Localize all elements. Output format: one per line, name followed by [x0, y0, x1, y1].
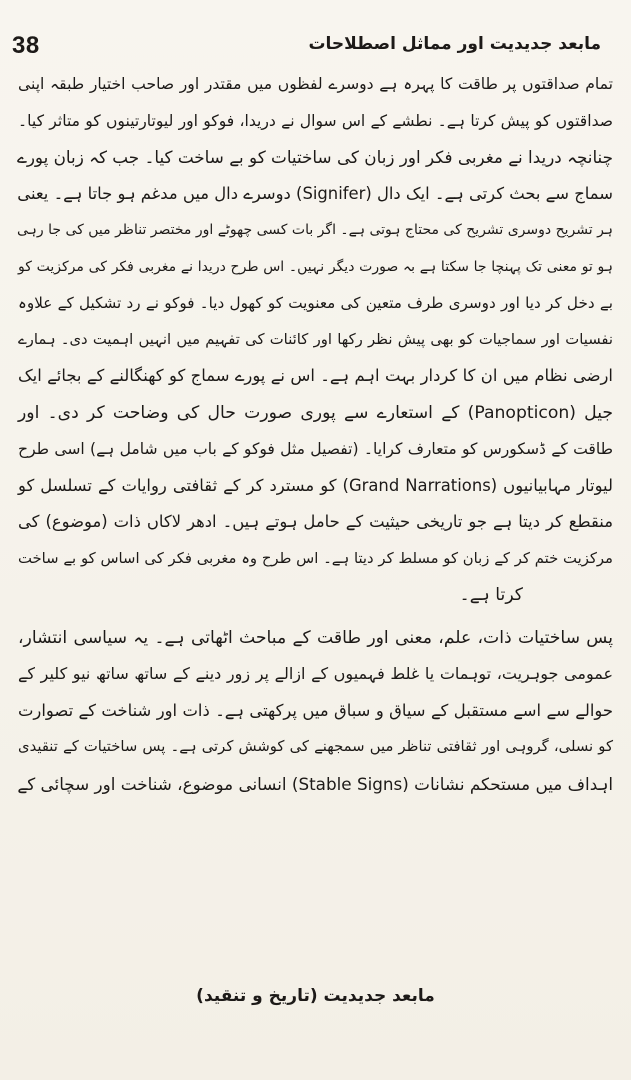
text-line: کرتا ہے۔	[459, 585, 523, 605]
text-line: اہداف میں مستحکم نشانات (Stable Signs) انسانی موضوع، شناخت اور سچائی کے	[17, 773, 613, 794]
text-line: پس ساختیات ذات، علم، معنی اور طاقت کے مباحث اٹھاتی ہے۔ یہ سیاسی انتشار،	[18, 627, 613, 648]
text-line: صداقتوں کو پیش کرتا ہے۔ نطشے کے اس سوال نے دریدا، فوکو اور لیوتارتینوں کو متاثر کیا۔	[18, 111, 613, 130]
text-line: سماج سے بحث کرتی ہے۔ ایک دال (Signifer) دوسرے دال میں مدغم ہو جاتا ہے۔ یعنی	[17, 183, 613, 203]
text-line: چنانچہ دریدا نے مغربی فکر اور زبان کی ساختیات کو بے ساخت کیا۔ جب کہ زبان پورے	[17, 147, 613, 167]
text-line: تمام صداقتوں پر طاقت کا پہرہ ہے دوسرے لفظوں میں مقتدر اور صاحب اختیار طبقہ اپنی	[18, 75, 613, 93]
text-line: بے دخل کر دیا اور دوسری طرف متعین کی معنویت کو کھول دیا۔ فوکو نے رد تشکیل کے علاوہ	[18, 294, 613, 312]
page-header	[12, 30, 619, 66]
text-line: ہو تو معنی تک پہنچا جا سکتا ہے بہ صورت دیگر نہیں۔ اس طرح دریدا نے مغربی فکر کی مرکزیت کو	[18, 258, 613, 275]
running-head: مابعد جدیدیت اور مماثل اصطلاحات	[308, 34, 601, 54]
text-line: مرکزیت ختم کر کے زبان کو مسلط کر دیتا ہے۔ اس طرح وہ مغربی فکر کی اساس کو بے ساخت	[18, 549, 613, 567]
text-line: نفسیات اور سماجیات کو بھی پیش نظر رکھا اور کائنات کی تفہیم میں انہیں اہمیت دی۔ ہمارے	[18, 330, 613, 348]
text-line: طاقت کے ڈسکورس کو متعارف کرایا۔ (تفصیل مثل فوکو کے باب میں شامل ہے) اسی طرح	[18, 440, 613, 458]
text-line: عمومی جوہریت، توہمات یا غلط فہمیوں کے ازالے پر زور دینے کے ساتھ ساتھ نیو کلیر کے	[18, 664, 613, 683]
page-footer-title: مابعد جدیدیت (تاریخ و تنقید)	[196, 986, 435, 1006]
text-line: ارضی نظام میں ان کا کردار بہت اہم ہے۔ اس نے پورے سماج کو کھنگالنے کے بجائے ایک	[18, 366, 613, 385]
text-line: جیل (Panopticon) کے استعارے سے پوری صورت حال کی وضاحت کر دی۔ اور	[18, 402, 614, 423]
body-text	[18, 66, 613, 802]
text-line: حوالے سے اسے مستقبل کے سیاق و سباق میں پرکھتی ہے۔ ذات اور شناخت کے تصوارت	[18, 700, 613, 720]
page-number: 38	[12, 32, 40, 59]
text-line: لیوتار مہابیانیوں (Grand Narrations) کو مسترد کر کے ثقافتی روایات کے تسلسل کو	[18, 475, 613, 495]
text-line: منقطع کر دیتا ہے جو تاریخی حیثیت کے حامل ہوتے ہیں۔ ادھر لاکاں ذات (موضوع) کی	[18, 512, 613, 531]
text-line: کو نسلی، گروہی اور ثقافتی تناظر میں سمجھنے کی کوشش کرتی ہے۔ پس ساختیات کے تنقیدی	[18, 738, 613, 755]
text-line: ہر تشریح دوسری تشریح کی محتاج ہوتی ہے۔ اگر بات کسی چھوٹے اور مختصر تناظر میں کی جا رہی	[17, 222, 613, 238]
